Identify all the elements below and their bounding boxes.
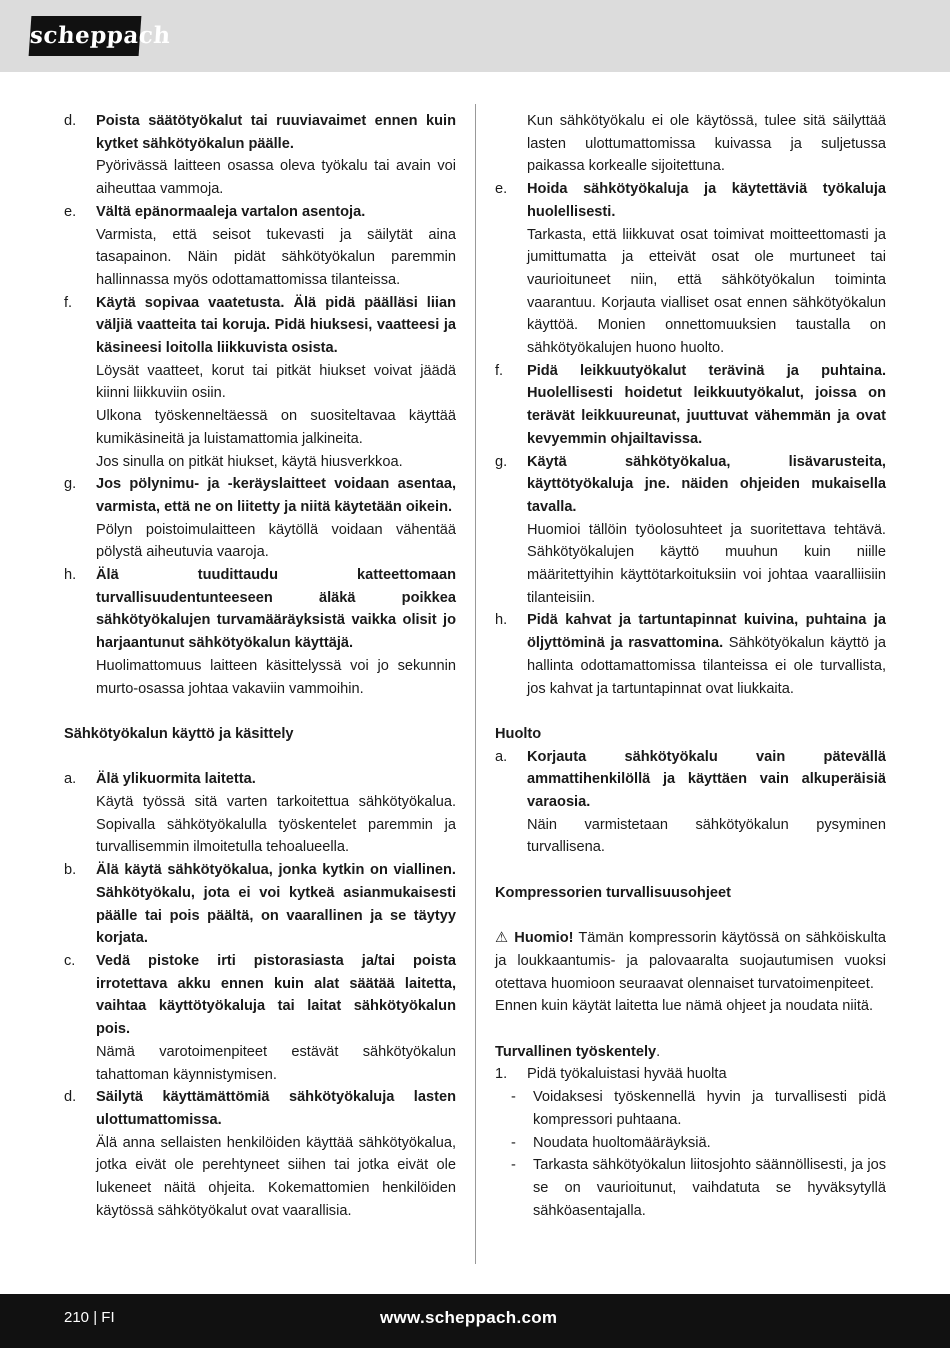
- page-header: [0, 0, 950, 72]
- warning-label: Huomio!: [509, 930, 574, 947]
- item-text: Nämä varotoimenpiteet estävät sähkötyökalun tahattoman käynnistymisen.: [96, 1043, 456, 1083]
- list-item-f: [64, 292, 456, 474]
- dash-marker: -: [511, 1134, 516, 1151]
- warning-note: Ennen kuin käytät laitetta lue nämä ohjeet ja noudata niitä.: [495, 998, 874, 1015]
- bullet-item: [495, 1154, 886, 1222]
- section-title-turvallinen: Turvallinen työskentely.: [495, 1043, 661, 1060]
- item-heading: Käytä sopivaa vaatetusta. Älä pidä päälläsi liian väljiä vaatteita tai koruja. Pidä hiuksesi, vaatteesi ja käsineesi loitolla liikkuvista osista.: [96, 294, 456, 357]
- item-heading: Säilytä käyttämättömiä sähkötyökaluja lasten ulottumattomissa.: [96, 1089, 456, 1128]
- website-url[interactable]: www.scheppach.com: [380, 1308, 558, 1327]
- item-label: e.: [64, 203, 77, 220]
- item-text: Ulkona työskenneltäessä on suositeltavaa käyttää kumikäsineitä ja luistamattomia jalkineita.: [96, 408, 456, 447]
- page-footer: [0, 1294, 950, 1348]
- item-label: f.: [495, 362, 504, 379]
- item-text: Pyörivässä laitteen osassa oleva työkalu tai avain voi aiheuttaa vammoja.: [96, 158, 456, 198]
- bullet-text: Noudata huoltomääräyksiä.: [533, 1134, 711, 1151]
- item-label: g.: [495, 453, 508, 470]
- list-item-d: [64, 110, 456, 201]
- continued-text: Kun sähkötyökalu ei ole käytössä, tulee sitä säilyttää lasten ulottumattomissa kuivassa ja suljetussa paikassa korkealle sijoitettuna.: [527, 113, 886, 175]
- bullet-item: [495, 1086, 886, 1131]
- item-heading: Pidä kahvat ja tartuntapinnat kuivina, puhtaina ja öljyttöminä ja rasvattomina.: [527, 612, 886, 652]
- list-item-e: [64, 201, 456, 292]
- item-label: d.: [64, 113, 77, 129]
- item-label: c.: [64, 952, 76, 969]
- item-heading: Älä käytä sähkötyökalua, jonka kytkin on viallinen. Sähkötyökalu, jota ei voi kytkeä asianmukaisesti päälle tai pois päältä, on vaarallinen ja se täytyy korjata.: [96, 862, 456, 947]
- item-text: Tarkasta, että liikkuvat osat toimivat moitteettomasti ja jumittumatta ja etteivät osat ole murtuneet tai vaurioituneet niin, että sähkötyökalun toiminta vaarantuu. Korjauta vialliset osat ennen sähkötyökalun käyttöä. Monien onnettomuuksien taustalla on sähkötyökalujen huono huolto.: [527, 226, 886, 357]
- item-label: a.: [64, 771, 77, 788]
- item-heading: Vältä epänormaaleja vartalon asentoja.: [96, 203, 366, 220]
- list-item-a: [64, 768, 456, 859]
- item-heading: Vedä pistoke irti pistorasiasta ja/tai poista irrotettava akku ennen kuin alat säätää laitetta, vaihtaa käyttötyökaluja tai laitat sähkötyökalun pois.: [96, 952, 456, 1038]
- list-item-huolto-a: [495, 746, 886, 860]
- item-label: h.: [495, 612, 508, 629]
- item-text: Käytä työssä sitä varten tarkoitettua sähkötyökalua. Sopivalla sähkötyökalulla työskentelet paremmin ja turvallisemmin ilmoitetulla tehoalueella.: [96, 794, 456, 856]
- bullet-text: Voidaksesi työskennellä hyvin ja turvallisesti pidä kompressori puhtaana.: [533, 1089, 886, 1128]
- item-label: b.: [64, 862, 77, 879]
- item-text: Pölyn poistoimulaitteen käytöllä voidaan vähentää pölystä aiheutuvia vaaroja.: [96, 521, 456, 561]
- item-number: 1.: [495, 1066, 508, 1083]
- item-heading: Jos pölynimu- ja -keräyslaitteet voidaan asentaa, varmista, että ne on liitetty ja niitä käytetään oikein.: [96, 476, 456, 515]
- list-item-g: [495, 451, 886, 610]
- list-item-f: [495, 360, 886, 451]
- page-number: 210 | FI: [64, 1309, 115, 1326]
- dash-marker: -: [511, 1089, 516, 1106]
- item-text: Sähkötyökalun käyttö ja hallinta odottamattomissa tilanteissa ei ole turvallista, jos kahvat ja tartuntapinnat ovat liukkaita.: [527, 635, 886, 697]
- item-label: e.: [495, 181, 508, 198]
- item-text: Älä anna sellaisten henkilöiden käyttää sähkötyökalua, jotka eivät ole perehtyneet siihen tai jotka eivät ole lukeneet näitä ohjeita. Kokemattomien henkilöiden käytössä sähkötyökalut ovat vaarallisia.: [96, 1134, 456, 1219]
- warning-text: Tämän kompressorin käytössä on sähköiskulta ja loukkaantumis- ja palovaaralta suojautumisen vuoksi otettava huomioon seuraavat olennaiset turvatoimenpiteet.: [495, 930, 887, 992]
- list-item-d2: [64, 1086, 456, 1222]
- item-heading: Hoida sähkötyökaluja ja käytettäviä työkaluja huolellisesti.: [527, 181, 886, 220]
- warning-paragraph: [495, 927, 886, 995]
- right-column: [495, 110, 886, 1222]
- item-text: Pidä työkaluistasi hyvää huolta: [527, 1066, 727, 1083]
- item-text: Näin varmistetaan sähkötyökalun pysyminen turvallisena.: [527, 816, 886, 856]
- item-label: f.: [64, 294, 73, 311]
- list-item-e: [495, 178, 886, 360]
- item-text: Huomioi tällöin työolosuhteet ja suoritettava tehtävä. Sähkötyökalujen käyttö muuhun kuin niille määritettyihin käyttötarkoituksiin voi johtaa vaaralliisiin tilanteisiin.: [527, 521, 886, 606]
- item-heading: Älä tuudittaudu katteettomaan turvallisuudentunteeseen äläkä poikkea sähkötyökalujen turvamääräyksistä vaikka olisit jo harjaantunut sähkötyökalun käyttäjä.: [96, 567, 456, 652]
- section-title-kompressori: Kompressorien turvallisuusohjeet: [495, 884, 731, 901]
- section-title-huolto: Huolto: [495, 725, 542, 742]
- item-heading: Korjauta sähkötyökalu vain pätevällä ammattihenkilöllä ja käyttäen vain alkuperäisiä varaosia.: [527, 748, 886, 811]
- item-label: g.: [64, 476, 77, 493]
- item-label: h.: [64, 567, 77, 584]
- item-heading: Älä ylikuormita laitetta.: [96, 771, 256, 788]
- item-text: Jos sinulla on pitkät hiukset, käytä hiusverkkoa.: [96, 453, 403, 470]
- left-column: [64, 110, 456, 1222]
- column-divider: [475, 104, 476, 1264]
- item-text: Varmista, että seisot tukevasti ja säilytät aina tasapainon. Näin pidät sähkötyökalun paremmin hallinnassa myös odottamattomissa tilanteissa.: [96, 226, 456, 288]
- dash-marker: -: [511, 1157, 516, 1174]
- item-label: d.: [64, 1089, 77, 1106]
- list-item-b: [64, 859, 456, 950]
- list-item-g: [64, 473, 456, 564]
- scheppach-logo: scheppach: [29, 16, 142, 56]
- warning-icon: ⚠: [495, 930, 510, 947]
- item-label: a.: [495, 748, 508, 765]
- item-text: Löysät vaatteet, korut tai pitkät hiukset voivat jäädä kiinni liikkuviin osiin.: [96, 362, 456, 402]
- section-title: Sähkötyökalun käyttö ja käsittely: [64, 725, 294, 742]
- item-heading: Käytä sähkötyökalua, lisävarusteita, käyttötyökaluja jne. näiden ohjeiden mukaisella tavalla.: [527, 453, 886, 515]
- numbered-item-1: [495, 1063, 886, 1086]
- bullet-text: Tarkasta sähkötyökalun liitosjohto säännöllisesti, ja jos se on vaurioitunut, vaihdatuta se hyväksytyllä sähköasentajalla.: [533, 1157, 886, 1219]
- list-item-h: [495, 609, 886, 700]
- item-heading: Pidä leikkuutyökalut terävinä ja puhtaina. Huolellisesti hoidetut leikkuutyökalut, joissa on terävät leikkuureunat, juuttuvat vähemmän ja ovat kevyemmin ohjailtavissa.: [527, 362, 886, 447]
- list-item-h: [64, 564, 456, 700]
- item-text: Huolimattomuus laitteen käsittelyssä voi jo sekunnin murto-osassa johtaa vakaviin vammoihin.: [96, 657, 456, 697]
- bullet-item: [495, 1132, 886, 1155]
- list-item-c: [64, 950, 456, 1086]
- item-heading: Poista säätötyökalut tai ruuviavaimet ennen kuin kytket sähkötyökalun päälle.: [96, 113, 456, 152]
